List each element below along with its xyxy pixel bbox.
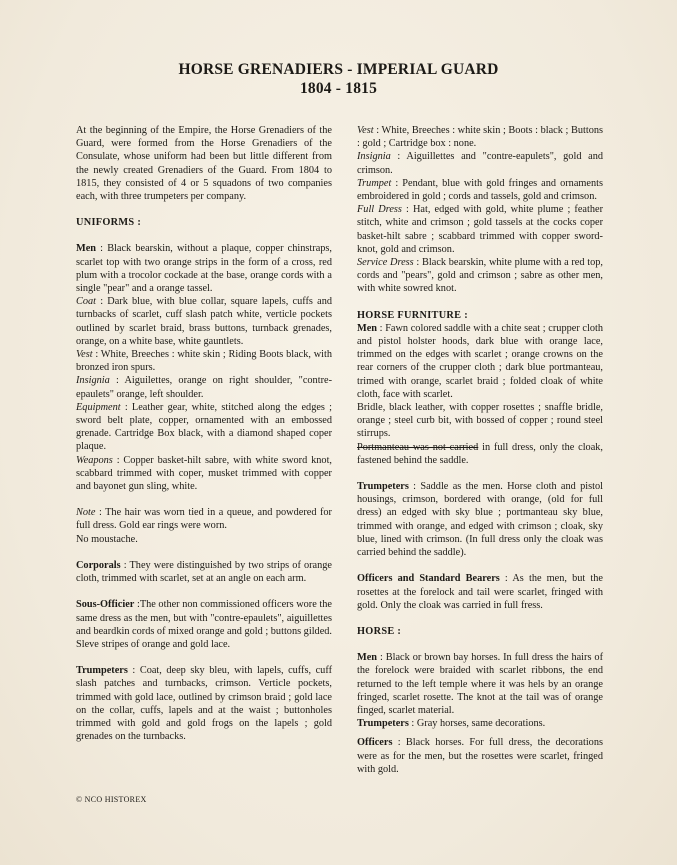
- coat-paragraph: [76, 295, 332, 348]
- furniture-trumpeters-text: : Saddle as the men. Horse cloth and pistol housings, crimson, bordered with orange, (old for full dress) an edged with sky blue ; portmanteau sky blue, trimmed with orange, and edged with crimson ; cloak, sky blue, lined with crimson. (In full dress only the cloak was carried behind the saddle).: [357, 481, 603, 559]
- left-column: [76, 124, 332, 743]
- corporals-label: Corporals: [76, 559, 121, 571]
- men-paragraph: [76, 242, 332, 295]
- service-dress-paragraph: [357, 256, 603, 296]
- corporals-text: : They were distinguished by two strips of orange cloth, trimmed with scarlet, set at an angle on each arm.: [76, 559, 332, 585]
- horse-heading: HORSE :: [357, 625, 402, 637]
- furniture-men-label: Men: [357, 322, 378, 334]
- officer-insignia-text: : Aiguillettes and "contre-eapulets", gold and crimson.: [357, 151, 603, 176]
- sous-officier-text: :The other non commissioned officers wore the same dress as the men, but with "contre-epaulets", aiguillettes and beardkin cords of mixed orange and gold ; buttons gilded. Sleve stripes of orange and gold lace.: [76, 599, 332, 650]
- trumpet-label: Trumpet: [357, 177, 392, 189]
- officers-standard-label: Officers and Standard Bearers: [357, 573, 500, 585]
- note-paragraph: [76, 506, 332, 532]
- insignia-text: : Aiguilettes, orange on right shoulder, "contre-epaulets" orange, left shoulder.: [76, 375, 332, 400]
- horse-trumpeters-paragraph: [357, 717, 603, 730]
- portmanteau-text: in full dress, only the cloak, fastened behind the saddle.: [357, 441, 604, 466]
- right-column: [357, 124, 603, 776]
- sous-officier-paragraph: [76, 598, 332, 651]
- horse-men-text: : Black or brown bay horses. In full dress the hairs of the forelock were braided with scarlet ribbons, the end returned to the left temple where it was hels by an orange fringed, scarlet rosette. The knot at the tail was of orange finged, scarlet material.: [357, 652, 603, 716]
- title-dates: 1804 - 1815: [299, 80, 378, 97]
- equipment-label: Equipment: [76, 401, 121, 413]
- furniture-trumpeters-label: Trumpeters: [357, 481, 409, 493]
- vest-text: : White, Breeches : white skin ; Riding Boots black, with bronzed iron spurs.: [76, 349, 332, 374]
- horse-furniture-heading: HORSE FURNITURE :: [357, 309, 468, 321]
- men-text: : Black bearskin, without a plaque, copper chinstraps, scarlet top with two orange strips in the form of a cross, red plum with a trocolor cockade at the base, orange cords with a single "pear" and a orange tassel.: [76, 243, 332, 295]
- corporals-paragraph: [76, 559, 332, 585]
- horse-officers-paragraph: [357, 736, 603, 776]
- furniture-men-text: : Fawn colored saddle with a chite seat ; crupper cloth and pistol holster hoods, dark blue with orange lace, trimmed on the edges with scarlet ; orange crowns on the rear corners of the crupper cloth ; dark blue portmanteau, trimed with orange, scarlet braid ; folded cloak of white cloth, face with scarlet.: [357, 322, 603, 400]
- coat-label: Coat: [76, 296, 97, 308]
- horse-men-label: Men: [357, 652, 378, 664]
- trumpeters-text: : Coat, deep sky bleu, with lapels, cuffs, cuff slash patches and turnbacks, crimson. Verticle pockets, trimmed with gold lace, outlined by crimson braid ; gold lace on the collar, cuffs, lapels and at the waist ; buttonholes trimmed with gold and gold frogs on the lapels ; gold grenades on the turnbacks.: [76, 665, 332, 743]
- full-dress-text: : Hat, edged with gold, white plume ; feather stitch, white and crimson ; gold tassels at the cocks coper basket-hilt sabre ; scabbard trimmed with copper sword-knot, gold and crimson.: [357, 204, 603, 255]
- horse-men-paragraph: [357, 651, 603, 717]
- portmanteau-strikethrough: Portmanteau was not carried: [357, 441, 479, 453]
- uniforms-heading: UNIFORMS :: [76, 217, 142, 229]
- equipment-text: : Leather gear, white, stitched along the edges ; sword belt plate, copper, ornamented with an embossed grenade. Cartridge Box black, with a diamond shaped coper plaque.: [76, 401, 332, 453]
- trumpet-text: : Pendant, blue with gold fringes and ornaments embroidered in gold ; cords and tassels, gold and crimson.: [357, 177, 603, 203]
- vest-paragraph: [76, 348, 332, 374]
- horse-officers-text: : Black horses. For full dress, the decorations were as for the men, but the rosettes were scarlet, fringed with gold.: [357, 737, 603, 775]
- officers-standard-paragraph: [357, 572, 603, 612]
- trumpeters-label: Trumpeters: [76, 665, 128, 677]
- service-dress-label: Service Dress: [357, 257, 414, 269]
- furniture-trumpeters-paragraph: [357, 480, 603, 559]
- portmanteau-paragraph: [357, 441, 603, 467]
- note-text: : The hair was worn tied in a queue, and powdered for full dress. Gold ear rings were worn.: [76, 507, 332, 532]
- note-label: Note: [76, 507, 96, 519]
- weapons-label: Weapons: [76, 454, 113, 466]
- sous-officier-label: Sous-Officier: [76, 599, 135, 611]
- furniture-men-paragraph: [357, 322, 603, 401]
- title-line: HORSE GRENADIERS - IMPERIAL GUARD: [178, 61, 499, 78]
- insignia-paragraph: [76, 374, 332, 400]
- officer-insignia-paragraph: [357, 150, 603, 176]
- men-label: Men: [76, 243, 97, 255]
- equipment-paragraph: [76, 401, 332, 454]
- officers-standard-text: : As the men, but the rosettes at the forelock and tail were scarlet, fringed with gold. Only the cloak was carried in full fress.: [357, 573, 603, 611]
- trumpet-paragraph: [357, 177, 603, 203]
- officer-vest-label: Vest: [357, 125, 374, 136]
- horse-trumpeters-label: Trumpeters: [357, 718, 409, 730]
- bridle-paragraph: Bridle, black leather, with copper rosettes ; snaffle bridle, orange ; steel curb bit, with bossed of copper ; round steel stirrups.: [357, 402, 603, 440]
- officer-insignia-label: Insignia: [357, 151, 391, 163]
- full-dress-label: Full Dress: [357, 204, 402, 216]
- note-line2: No moustache.: [76, 533, 138, 545]
- weapons-paragraph: [76, 454, 332, 494]
- officer-vest-paragraph: [357, 124, 603, 150]
- horse-officers-label: Officers: [357, 737, 393, 749]
- intro-paragraph: At the beginning of the Empire, the Horse Grenadiers of the Guard, were formed from the Horse Grenadiers of the Consulate, whose uniform had been but little different from the newly created Grenadiers of the Guard. From 1804 to 1815, they consisted of 4 or 5 squadons of two companies each, with three trumpeters per company.: [76, 125, 332, 203]
- insignia-label: Insignia: [76, 375, 110, 387]
- officer-vest-text: : White, Breeches : white skin ; Boots : black ; Buttons : gold ; Cartridge box : none.: [357, 125, 603, 150]
- copyright-footer: © NCO HISTOREX: [76, 795, 147, 804]
- horse-trumpeters-text: : Gray horses, same decorations.: [408, 718, 546, 730]
- vest-label: Vest: [76, 349, 93, 361]
- trumpeters-paragraph: [76, 664, 332, 743]
- full-dress-paragraph: [357, 203, 603, 256]
- coat-text: : Dark blue, with blue collar, square lapels, cuffs and turnbacks of scarlet, cuff slash patch white, verticle pockets outlined by scarlet braid, brass buttons, turnback grenades, orange, on a white base, white gauntlets.: [76, 296, 332, 347]
- service-dress-text: : Black bearskin, white plume with a red top, cords and "pears", gold and crimson ; sabre as other men, with white sowred knot.: [357, 257, 603, 295]
- weapons-text: : Copper basket-hilt sabre, with white sword knot, scabbard trimmed with coper, musket trimmed with copper and bayonet gun sling, white.: [76, 454, 332, 493]
- page-title: [0, 60, 677, 98]
